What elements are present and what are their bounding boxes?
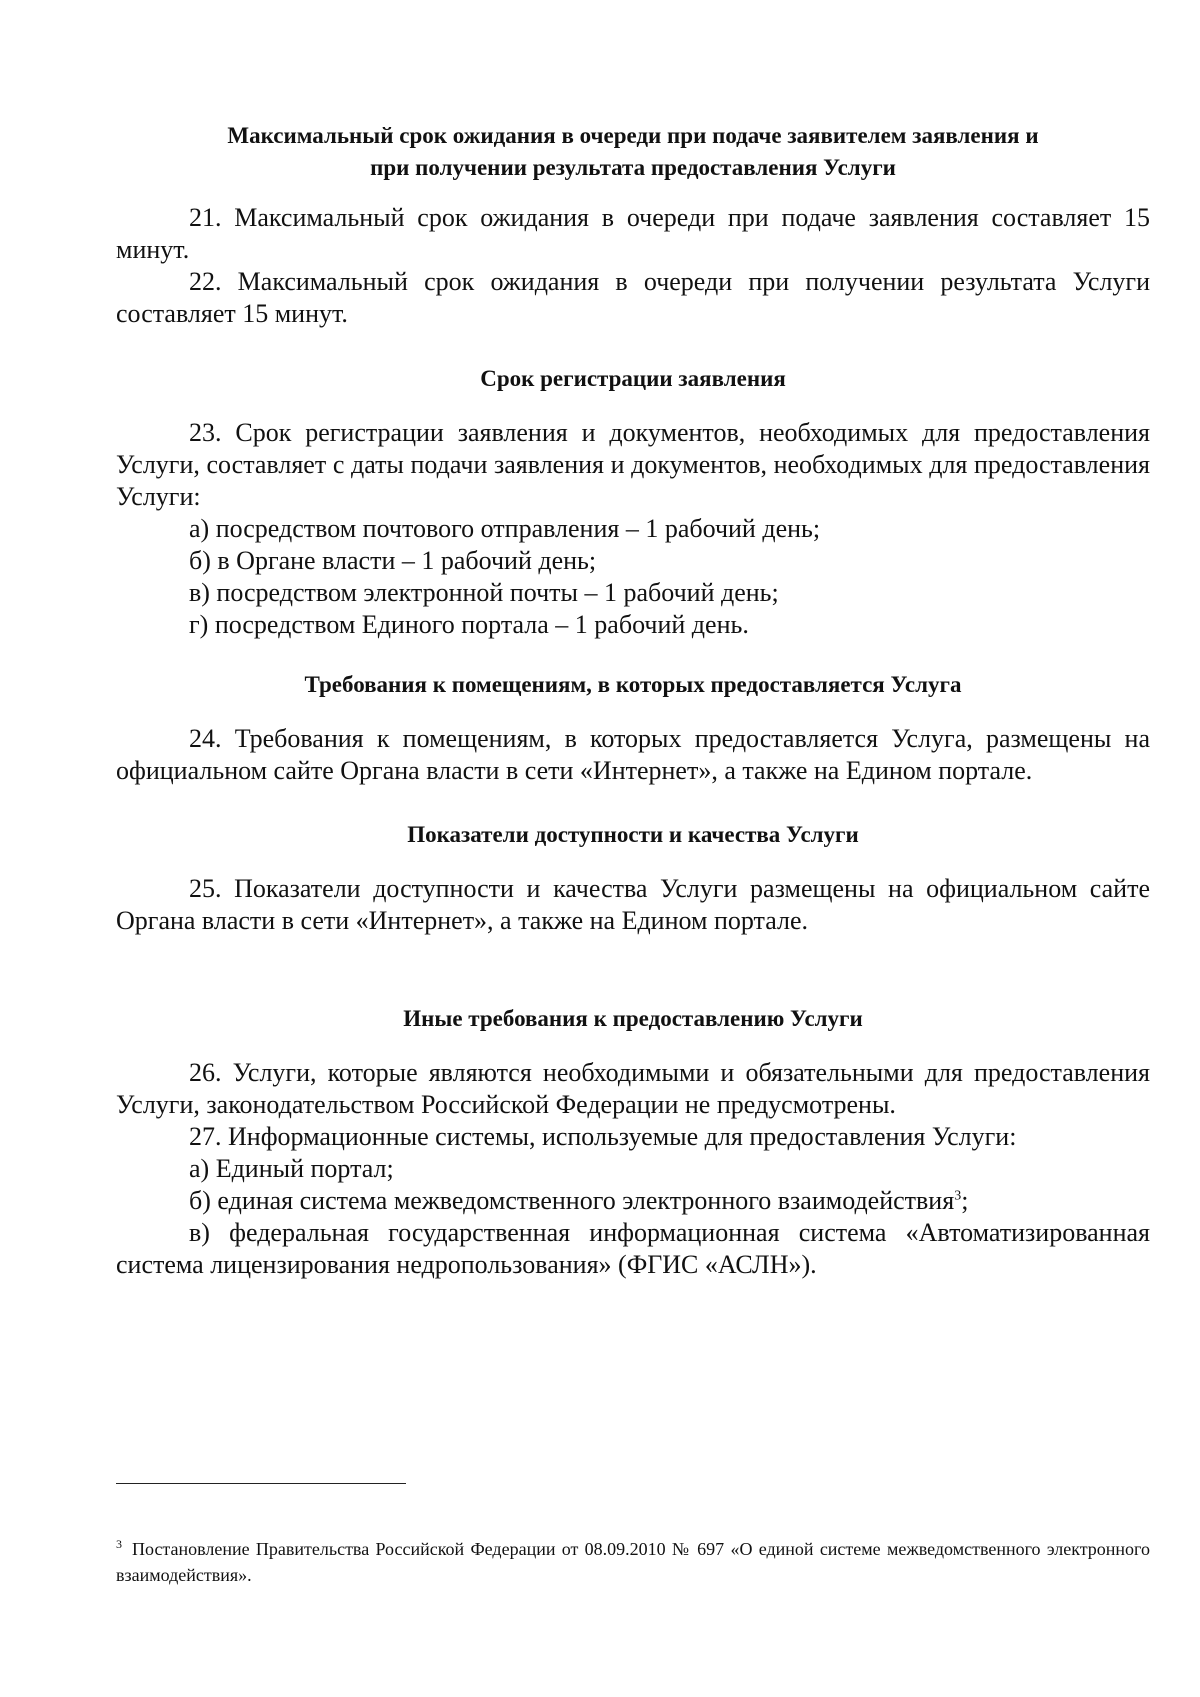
footnote <box>116 1536 1150 1588</box>
paragraph-23: 23. Срок регистрации заявления и документов, необходимых для предоставления Услуги, составляет с даты подачи заявления и документов, необходимых для предоставления Услуги: <box>116 418 1150 511</box>
list-item: а) посредством почтового отправления – 1 рабочий день; <box>189 514 821 543</box>
heading-line-1: Максимальный срок ожидания в очереди при подаче заявителем заявления и <box>227 123 1039 148</box>
section-heading: Срок регистрации заявления <box>480 366 786 391</box>
section-heading: Показатели доступности и качества Услуги <box>407 822 859 847</box>
list-item <box>116 1185 1150 1217</box>
list-item: б) в Органе власти – 1 рабочий день; <box>189 546 597 575</box>
footnote-text: Постановление Правительства Российской Федерации от 08.09.2010 № 697 «О единой системе межведомственного электронного взаимодействия». <box>116 1539 1150 1585</box>
heading-line-2: при получении результата предоставления Услуги <box>370 155 896 180</box>
paragraph-24: 24. Требования к помещениям, в которых предоставляется Услуга, размещены на официальном сайте Органа власти в сети «Интернет», а также на Едином портале. <box>116 724 1150 785</box>
footnote-separator <box>116 1483 406 1484</box>
list-item: а) Единый портал; <box>189 1154 394 1183</box>
paragraph-21: 21. Максимальный срок ожидания в очереди при подаче заявления составляет 15 минут. <box>116 203 1150 264</box>
paragraph-26: 26. Услуги, которые являются необходимыми и обязательными для предоставления Услуги, законодательством Российской Федерации не предусмотрены. <box>116 1058 1150 1119</box>
list-item-punctuation: ; <box>961 1186 969 1215</box>
paragraph-22: 22. Максимальный срок ожидания в очереди при получении результата Услуги составляет 15 минут. <box>116 267 1150 328</box>
section-heading: Иные требования к предоставлению Услуги <box>403 1006 863 1031</box>
paragraph-27: 27. Информационные системы, используемые для предоставления Услуги: <box>189 1122 1017 1151</box>
section-heading <box>116 120 1150 184</box>
footnote-mark: 3 <box>116 1537 122 1551</box>
list-item-text: б) единая система межведомственного электронного взаимодействия <box>189 1186 955 1215</box>
list-item: в) федеральная государственная информационная система «Автоматизированная система лицензирования недропользования» (ФГИС «АСЛН»). <box>116 1218 1150 1279</box>
document-body <box>116 120 1150 1281</box>
footnote-reference[interactable]: 3 <box>954 1188 962 1204</box>
list-item: в) посредством электронной почты – 1 рабочий день; <box>189 578 779 607</box>
list-item: г) посредством Единого портала – 1 рабочий день. <box>189 610 749 639</box>
paragraph-25: 25. Показатели доступности и качества Услуги размещены на официальном сайте Органа власти в сети «Интернет», а также на Едином портале. <box>116 874 1150 935</box>
section-heading: Требования к помещениям, в которых предоставляется Услуга <box>304 672 962 697</box>
